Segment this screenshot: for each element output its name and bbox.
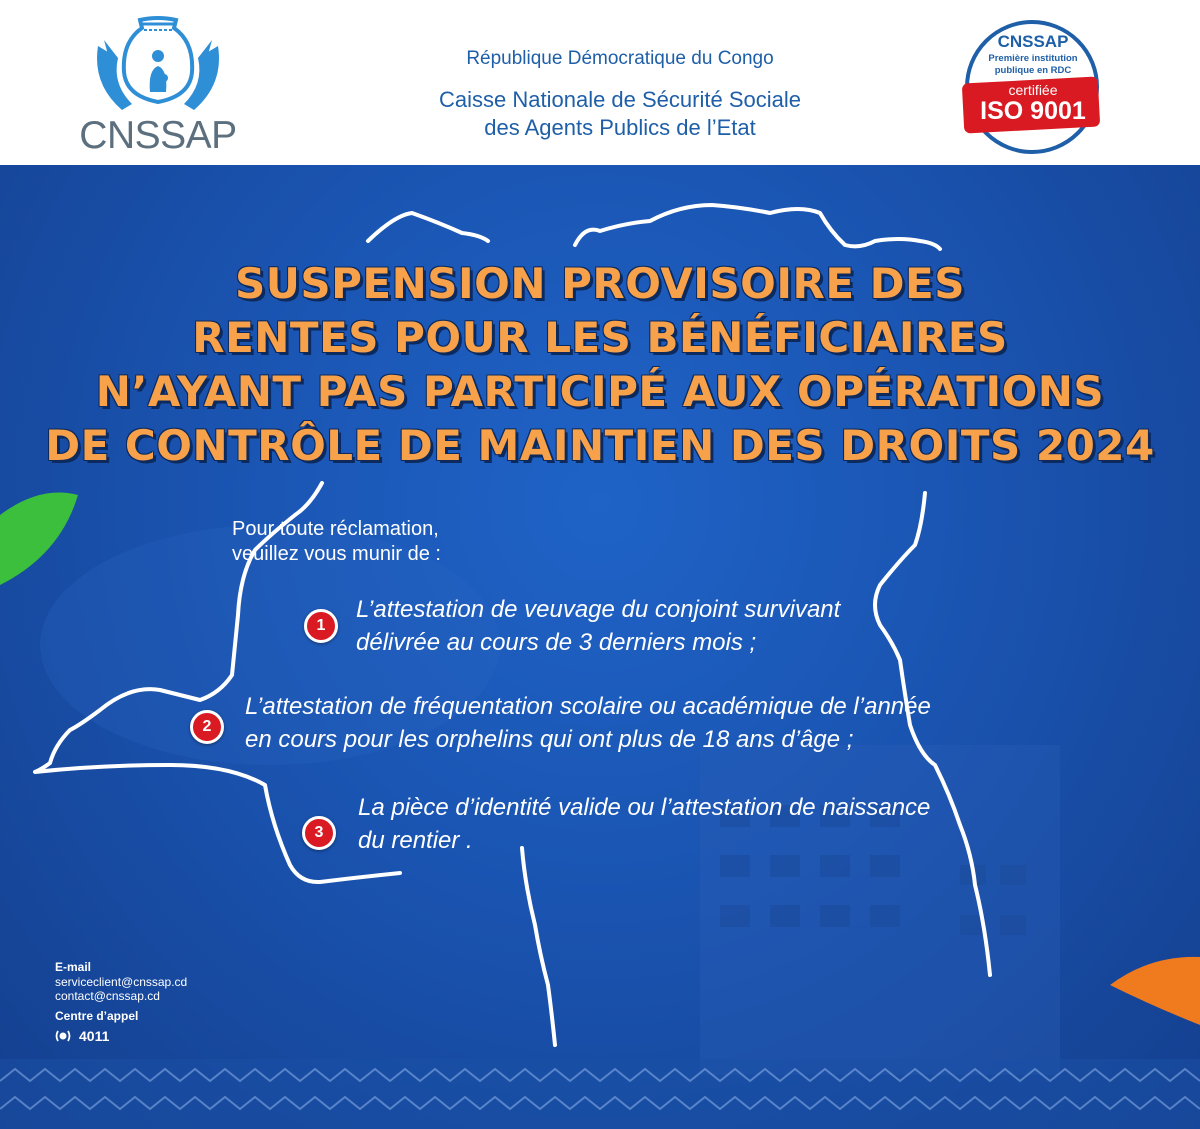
headline-line-2: RENTES POUR LES BÉNÉFICIAIRES — [192, 313, 1008, 362]
number-badge-2: 2 — [190, 710, 224, 744]
org-name-line2: des Agents Publics de l’Etat — [484, 115, 756, 140]
header — [0, 0, 1200, 165]
headline-line-4: DE CONTRÔLE DE MAINTIEN DES DROITS 2024 — [45, 421, 1155, 470]
requirement-item-2 — [245, 690, 1175, 756]
call-center-number: 4011 — [79, 1028, 110, 1044]
call-center-label: Centre d’appel — [55, 1009, 139, 1023]
poster-body — [0, 165, 1200, 1129]
country-name: République Démocratique du Congo — [466, 48, 774, 69]
bottom-pattern-band — [0, 1059, 1200, 1129]
contact-block — [55, 960, 187, 1044]
number-badge-1: 1 — [304, 609, 338, 643]
logo-emblem-icon — [78, 14, 238, 119]
intro-line-1: Pour toute réclamation, — [232, 518, 439, 540]
logo-wordmark: CNSSAP — [79, 114, 237, 157]
green-leaf-shape — [0, 493, 78, 586]
number-badge-3: 3 — [302, 816, 336, 850]
requirement-3-line-2: du rentier . — [358, 827, 473, 854]
email-label: E-mail — [55, 960, 92, 974]
requirement-1-line-1: L’attestation de veuvage du conjoint survivant — [356, 596, 841, 623]
iso-badge-org: CNSSAP — [997, 32, 1069, 51]
email-link-contact[interactable]: contact@cnssap.cd — [55, 989, 160, 1003]
requirement-2-line-2: en cours pour les orphelins qui ont plus de 18 ans d’âge ; — [245, 726, 854, 753]
header-titles — [370, 0, 870, 165]
intro-line-2: veuillez vous munir de : — [232, 543, 441, 565]
poster-headline — [20, 257, 1180, 473]
iso-badge-standard: ISO 9001 — [980, 97, 1086, 125]
iso-badge-subtitle-2: publique en RDC — [994, 65, 1072, 76]
requirement-1-line-2: délivrée au cours de 3 derniers mois ; — [356, 629, 757, 656]
org-name-line1: Caisse Nationale de Sécurité Sociale — [439, 87, 801, 112]
orange-wave-shape — [1110, 957, 1200, 1025]
requirement-item-3 — [358, 791, 1138, 857]
iso-badge-subtitle-1: Première institution — [988, 53, 1078, 64]
email-link-service[interactable]: serviceclient@cnssap.cd — [55, 975, 188, 989]
cnssap-logo — [78, 14, 238, 164]
call-center-number-row[interactable] — [55, 1028, 187, 1044]
requirement-3-line-1: La pièce d’identité valide ou l’attestation de naissance — [358, 794, 931, 821]
headline-line-1: SUSPENSION PROVISOIRE DES — [235, 259, 965, 308]
requirement-item-1 — [356, 593, 1056, 659]
requirement-2-line-1: L’attestation de fréquentation scolaire ou académique de l’année — [245, 693, 931, 720]
headline-line-3: N’AYANT PAS PARTICIPÉ AUX OPÉRATIONS — [95, 367, 1105, 416]
intro-text — [232, 517, 632, 567]
iso-certification-badge — [955, 20, 1111, 154]
phone-ring-icon — [55, 1028, 71, 1044]
iso-badge-certified: certifiée — [1008, 82, 1058, 98]
